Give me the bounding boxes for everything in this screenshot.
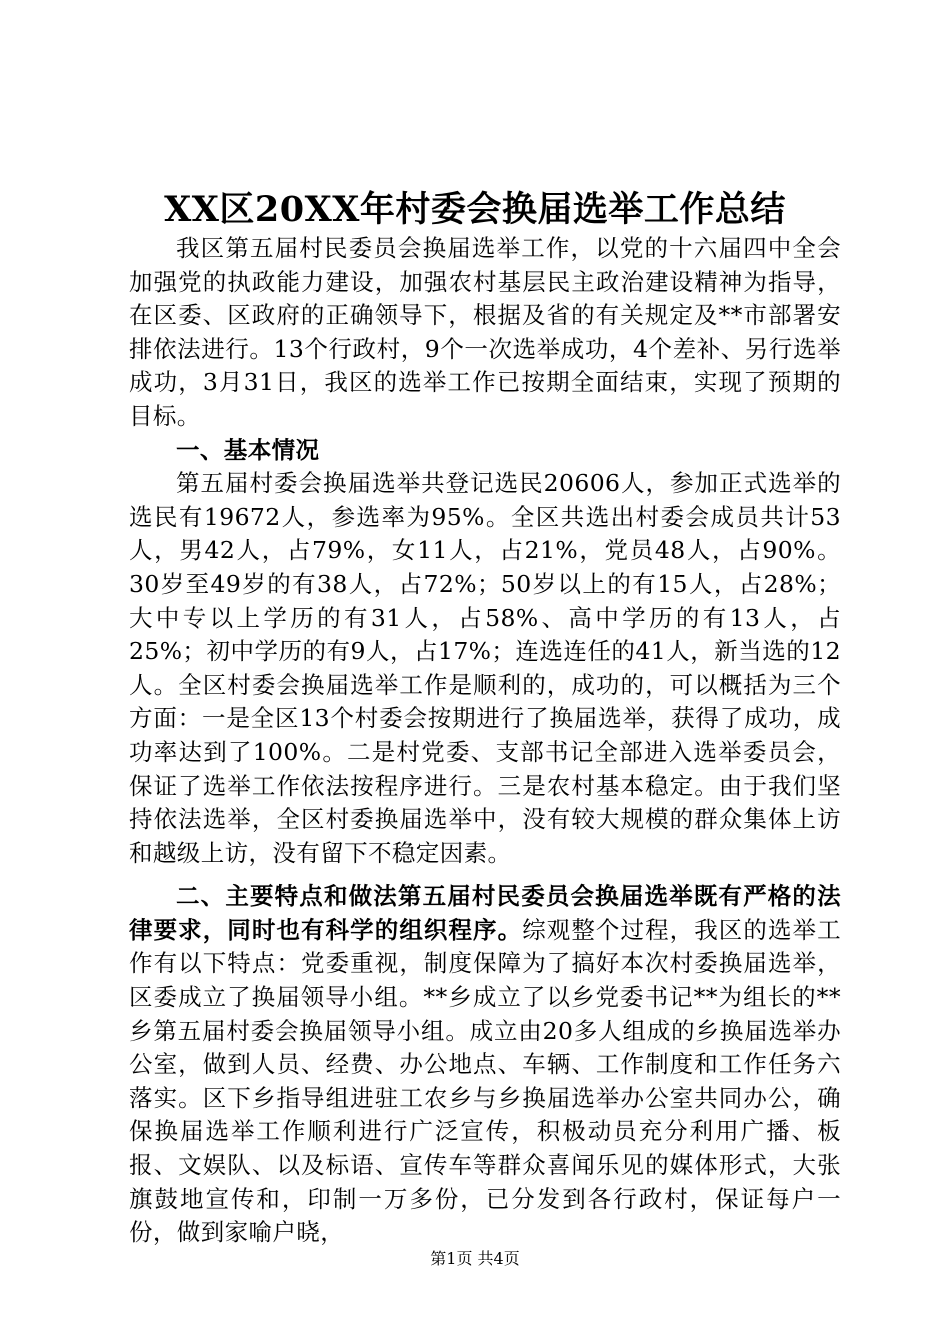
section-2-body: 综观整个过程，我区的选举工作有以下特点：党委重视，制度保障为了搞好本次村委换届选举，区委成立了换届领导小组。**乡成立了以乡党委书记**为组长的**乡第五届村委会换届领导小组。成立由20多人组成的乡换届选举办公室，做到人员、经费、办公地点、车辆、工作制度和工作任务六落实。区下乡指导组进驻工农乡与乡换届选举办公室共同办公，确保换届选举工作顺利进行广泛宣传，积极动员充分利用广播、板报、文娱队、以及标语、宣传车等群众喜闻乐见的媒体形式，大张旗鼓地宣传和，印制一万多份，已分发到各行政村，保证每户一份，做到家喻户晓，: [129, 915, 841, 1247]
section-2-heading: 二、主要特点和做法第五届村民委员会换届选举既有严格的法律要求，同时也有科学的组织程序。: [129, 882, 841, 944]
section-2-paragraph: [129, 880, 841, 1250]
intro-paragraph: 我区第五届村民委员会换届选举工作，以党的十六届四中全会加强党的执政能力建设，加强农村基层民主政治建设精神为指导，在区委、区政府的正确领导下，根据及省的有关规定及**市部署安排依法进行。13个行政村，9个一次选举成功，4个差补、另行选举成功，3月31日，我区的选举工作已按期全面结束，实现了预期的目标。: [129, 234, 841, 430]
page-footer: 第1页 共4页: [430, 1249, 520, 1268]
document-title: XX区20XX年村委会换届选举工作总结: [164, 189, 786, 230]
document-body: [129, 232, 841, 1250]
section-1-paragraph: 第五届村委会换届选举共登记选民20606人，参加正式选举的选民有19672人，参选率为95%。全区共选出村委会成员共计53人，男42人，占79%，女11人，占21%，党员48人，占90%。30岁至49岁的有38人，占72%；50岁以上的有15人，占28%；大中专以上学历的有31人，占58%、高中学历的有13人，占25%；初中学历的有9人，占17%；连选连任的41人，新当选的12人。全区村委会换届选举工作是顺利的，成功的，可以概括为三个方面：一是全区13个村委会按期进行了换届选举，获得了成功，成功率达到了100%。二是村党委、支部书记全部进入选举委员会，保证了选举工作依法按程序进行。三是农村基本稳定。由于我们坚持依法选举，全区村委换届选举中，没有较大规模的群众集体上访和越级上访，没有留下不稳定因素。: [129, 469, 841, 867]
section-1-heading: 一、基本情况: [176, 435, 320, 464]
